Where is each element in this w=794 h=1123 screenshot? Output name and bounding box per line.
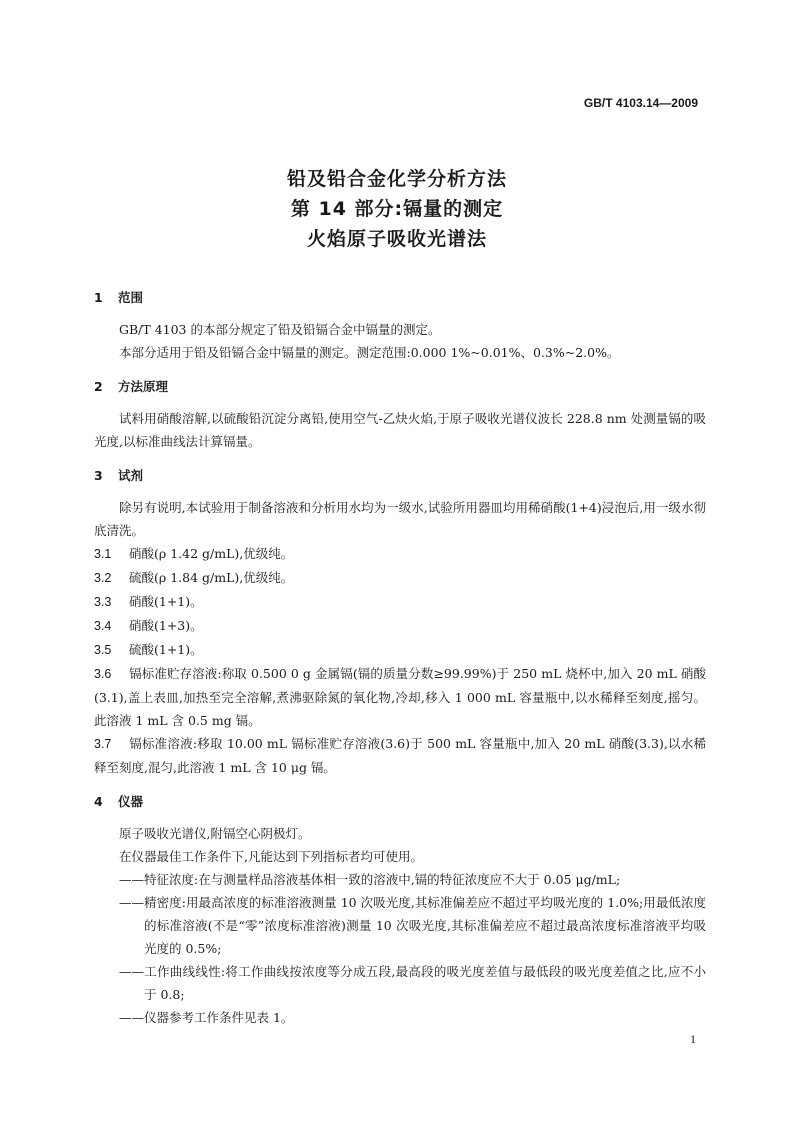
section-number: 3 bbox=[94, 468, 103, 483]
item-text: 硫酸(ρ 1.84 g/mL),优级纯。 bbox=[129, 570, 294, 585]
item-number: 3.7 bbox=[94, 737, 112, 751]
list-item bbox=[94, 732, 706, 779]
section-title: 仪器 bbox=[118, 794, 144, 809]
section-heading-scope bbox=[94, 288, 706, 308]
item-number: 3.5 bbox=[94, 643, 112, 657]
item-number: 3.4 bbox=[94, 619, 112, 633]
dash-list-item: ——工作曲线线性:将工作曲线按浓度等分成五段,最高段的吸光度差值与最低段的吸光度差值之比,应不小于 0.8; bbox=[119, 964, 706, 1002]
section-number: 1 bbox=[94, 290, 103, 305]
standard-code: GB/T 4103.14—2009 bbox=[583, 96, 698, 110]
list-item bbox=[94, 638, 706, 662]
item-text: 硝酸(ρ 1.42 g/mL),优级纯。 bbox=[129, 546, 294, 561]
list-item bbox=[94, 542, 706, 566]
paragraph: 本部分适用于铅及铅镉合金中镉量的测定。测定范围:0.000 1%~0.01%、0.3%~2.0%。 bbox=[119, 345, 620, 360]
item-number: 3.1 bbox=[94, 547, 112, 561]
section-title: 范围 bbox=[118, 290, 144, 305]
list-item bbox=[94, 614, 706, 638]
item-number: 3.6 bbox=[94, 667, 112, 681]
section-heading-principle bbox=[94, 377, 706, 397]
paragraph: 原子吸收光谱仪,附镉空心阴极灯。 bbox=[119, 826, 311, 841]
document-body bbox=[94, 288, 706, 1029]
dash-list-item: ——仪器参考工作条件见表 1。 bbox=[119, 1010, 294, 1025]
title-line-2: 第 14 部分:镉量的测定 bbox=[290, 198, 504, 220]
item-text: 硝酸(1+1)。 bbox=[129, 594, 203, 609]
list-item bbox=[94, 590, 706, 614]
paragraph: 除另有说明,本试验用于制备溶液和分析用水均为一级水,试验所用器皿均用稀硝酸(1+4)浸泡后,用一级水彻底清洗。 bbox=[94, 500, 706, 538]
item-text: 镉标准溶液:移取 10.00 mL 镉标准贮存溶液(3.6)于 500 mL 容量瓶中,加入 20 mL 硝酸(3.3),以水稀释至刻度,混匀,此溶液 1 mL 含 10 μg 镉。 bbox=[94, 736, 706, 775]
page-number: 1 bbox=[690, 1032, 696, 1046]
section-title: 试剂 bbox=[118, 468, 144, 483]
item-text: 镉标准贮存溶液:称取 0.500 0 g 金属镉(镉的质量分数≥99.99%)于 250 mL 烧杯中,加入 20 mL 硝酸(3.1),盖上表皿,加热至完全溶解,煮沸驱除氮的氧化物,冷却,移入 1 000 mL 容量瓶中,以水稀释至刻度,摇匀。此溶液 1 mL 含 0.5 mg 镉。 bbox=[94, 666, 706, 728]
paragraph: 在仪器最佳工作条件下,凡能达到下列指标者均可使用。 bbox=[119, 849, 423, 864]
document-title bbox=[0, 164, 794, 254]
dash-list-item: ——精密度:用最高浓度的标准溶液测量 10 次吸光度,其标准偏差应不超过平均吸光度的 1.0%;用最低浓度的标准溶液(不是“零”浓度标准溶液)测量 10 次吸光度,其标准偏差应不超过最高浓度标准溶液平均吸光度的 0.5%; bbox=[119, 895, 706, 956]
section-heading-reagents bbox=[94, 466, 706, 486]
paragraph: 试料用硝酸溶解,以硫酸铅沉淀分离铅,使用空气-乙炔火焰,于原子吸收光谱仪波长 228.8 nm 处测量镉的吸光度,以标准曲线法计算镉量。 bbox=[94, 411, 706, 449]
section-number: 2 bbox=[94, 379, 103, 394]
paragraph: GB/T 4103 的本部分规定了铅及铅镉合金中镉量的测定。 bbox=[119, 322, 441, 337]
title-line-3: 火焰原子吸收光谱法 bbox=[306, 228, 487, 250]
dash-list-item: ——特征浓度:在与测量样品溶液基体相一致的溶液中,镉的特征浓度应不大于 0.05 μg/mL; bbox=[119, 872, 621, 887]
title-line-1: 铅及铅合金化学分析方法 bbox=[286, 168, 507, 190]
section-heading-apparatus bbox=[94, 792, 706, 812]
section-number: 4 bbox=[94, 794, 103, 809]
list-item bbox=[94, 662, 706, 732]
item-text: 硫酸(1+1)。 bbox=[129, 642, 203, 657]
section-title: 方法原理 bbox=[118, 379, 169, 394]
item-number: 3.2 bbox=[94, 571, 112, 585]
item-number: 3.3 bbox=[94, 595, 112, 609]
item-text: 硝酸(1+3)。 bbox=[129, 618, 203, 633]
list-item bbox=[94, 566, 706, 590]
